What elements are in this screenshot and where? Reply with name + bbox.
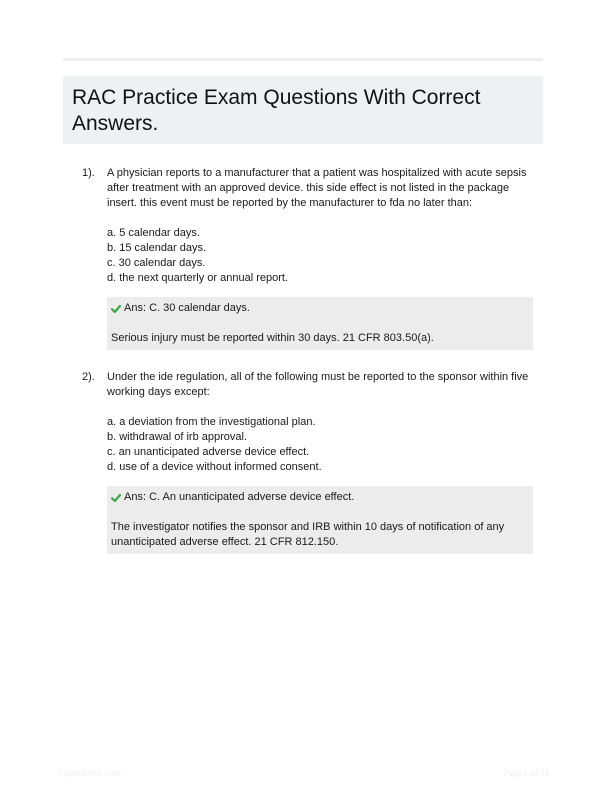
answer-box <box>107 486 533 554</box>
answer-line <box>111 301 527 316</box>
option-a: a. 5 calendar days. <box>107 227 200 239</box>
answer-explanation: The investigator notifies the sponsor and IRB within 10 days of notification of any unanticipated adverse effect. 21 CFR 812.150. <box>111 521 505 548</box>
top-divider <box>63 58 543 61</box>
title-banner <box>63 76 543 144</box>
options-list <box>107 226 536 286</box>
option-b: b. withdrawal of irb approval. <box>107 431 248 443</box>
option-d: d. use of a device without informed consent. <box>107 461 322 473</box>
footer-watermark: PaperShelf.com <box>57 768 122 778</box>
answer-explanation: Serious injury must be reported within 30 days. 21 CFR 803.50(a). <box>111 332 434 344</box>
option-d: d. the next quarterly or annual report. <box>107 272 288 284</box>
option-b: b. 15 calendar days. <box>107 242 207 254</box>
answer-box <box>107 297 533 350</box>
question-number: 2). <box>82 371 95 383</box>
question-number: 1). <box>82 167 95 179</box>
question-1 <box>82 166 536 350</box>
question-body <box>107 370 536 554</box>
check-icon <box>111 304 121 314</box>
document-title: RAC Practice Exam Questions With Correct Answers. <box>72 86 481 135</box>
answer-line <box>111 490 527 505</box>
check-icon <box>111 493 121 503</box>
question-stem: Under the ide regulation, all of the following must be reported to the sponsor within five working days except: <box>107 371 529 398</box>
answer-text: Ans: C. 30 calendar days. <box>124 302 250 314</box>
page-indicator: Page 1 of 34 <box>503 768 549 778</box>
option-a: a. a deviation from the investigational plan. <box>107 416 316 428</box>
option-c: c. 30 calendar days. <box>107 257 206 269</box>
options-list <box>107 415 536 475</box>
question-2 <box>82 370 536 554</box>
question-stem: A physician reports to a manufacturer that a patient was hospitalized with acute sepsis after treatment with an approved device. this side effect is not listed in the package insert. this event must be reported by the manufacturer to fda no later than: <box>107 167 527 209</box>
question-body <box>107 166 536 350</box>
option-c: c. an unanticipated adverse device effect. <box>107 446 310 458</box>
answer-text: Ans: C. An unanticipated adverse device effect. <box>124 491 355 503</box>
